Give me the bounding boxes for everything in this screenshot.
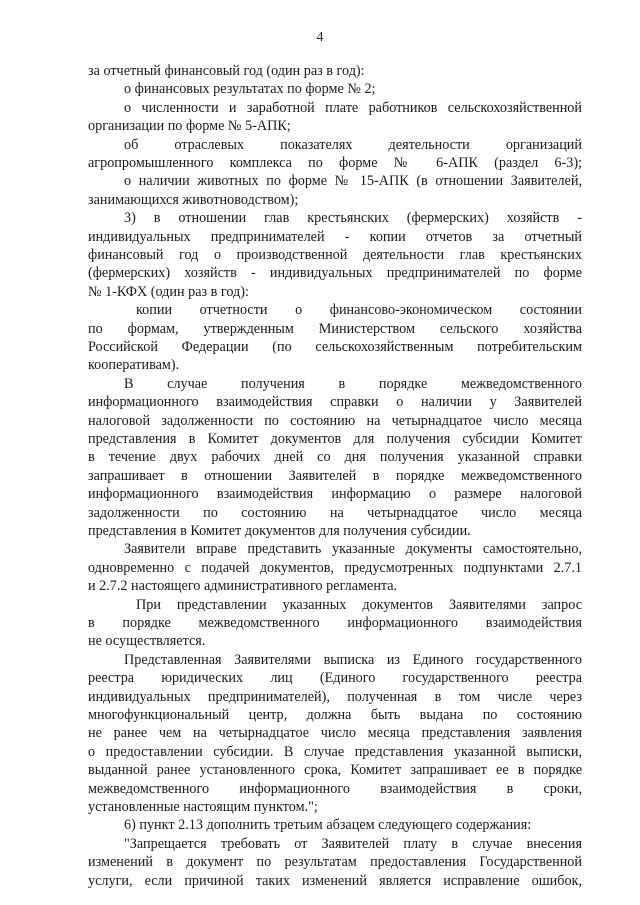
text-line: и 2.7.2 настоящего административного регламента. [88, 578, 398, 595]
text-line: установленные настоящим пунктом."; [88, 799, 318, 815]
text-line: многофункциональный центр, должна быть выдана по состоянию [88, 707, 582, 723]
text-line: Представленная Заявителями выписка из Единого государственного [124, 651, 582, 668]
text-line: представления в Комитет документов для получения субсидии Комитет [88, 431, 582, 447]
text-line: агропромышленного комплекса по форме № 6-АПК (раздел 6-3); [88, 155, 582, 171]
text-line: занимающихся животноводством); [88, 191, 299, 208]
text-line: индивидуальных предпринимателей), полученная в том числе через [88, 688, 582, 705]
text-line: по формам, утвержденным Министерством сельского хозяйства [88, 320, 582, 337]
text-line: При представлении указанных документов Заявителями запрос [136, 596, 582, 613]
text-line: о численности и заработной плате работников сельскохозяйственной [124, 99, 582, 116]
text-line: индивидуальных предпринимателей - копии отчетов за отчетный [88, 228, 582, 245]
text-line: о наличии животных по форме № 15-АПК (в отношении Заявителей, [124, 173, 582, 190]
text-line: организации по форме № 5-АПК; [88, 118, 291, 135]
text-line: выданной ранее установленного срока, Комитет запрашивает ее в порядке [88, 762, 582, 779]
text-line: реестра юридических лиц (Единого государственного реестра [88, 670, 582, 687]
text-line: "Запрещается требовать от Заявителей плату в случае внесения [124, 835, 582, 852]
text-line: информационного взаимодействия информацию о размере налоговой [88, 486, 582, 503]
page-number: 4 [316, 30, 324, 45]
text-line: № 1-КФХ (один раз в год): [88, 283, 249, 300]
text-line: задолженности по состоянию на четырнадцатое число месяца [88, 504, 582, 521]
text-line: изменений в документ по результатам предоставления Государственной [88, 854, 582, 871]
text-line: в порядке межведомственного информационного взаимодействия [88, 615, 582, 631]
text-line: в течение двух рабочих дней со дня получения указанной справки [88, 449, 582, 466]
text-line: одновременно с подачей документов, предусмотренных подпунктами 2.7.1 [88, 559, 582, 576]
text-line: услуги, если причиной таких изменений является исправление ошибок, [88, 872, 582, 889]
text-line: Российской Федерации (по сельскохозяйственным потребительским [88, 339, 582, 355]
text-line: финансовый год о производственной деятельности глав крестьянских [88, 247, 582, 263]
text-line: Заявители вправе представить указанные документы самостоятельно, [124, 541, 582, 558]
text-line: налоговой задолженности по состоянию на четырнадцатое число месяца [88, 412, 582, 429]
text-line: не осуществляется. [88, 633, 206, 650]
text-line: о предоставлении субсидии. В случае представления указанной выписки, [88, 743, 582, 760]
text-line: о финансовых результатах по форме № 2; [124, 81, 376, 98]
text-line: представления в Комитет документов для получения субсидии. [88, 523, 471, 539]
text-line: копии отчетности о финансово-экономическом состоянии [136, 302, 582, 319]
text-line: за отчетный финансовый год (один раз в год): [88, 63, 365, 79]
text-line: запрашивает в отношении Заявителей в порядке межведомственного [88, 467, 582, 484]
text-line: межведомственного информационного взаимодействия в сроки, [88, 780, 582, 797]
text-line: В случае получения в порядке межведомственного [124, 375, 582, 392]
text-line: не ранее чем на четырнадцатое число месяца представления заявления [88, 725, 582, 742]
text-line: (фермерских) хозяйств - индивидуальных предпринимателей по форме [88, 265, 582, 282]
text-line: 6) пункт 2.13 дополнить третьим абзацем следующего содержания: [124, 817, 532, 834]
text-line: кооперативам). [88, 357, 180, 374]
text-line: об отраслевых показателях деятельности организаций [124, 136, 582, 153]
text-line: информационного взаимодействия справки о наличии у Заявителей [88, 394, 582, 411]
text-line: 3) в отношении глав крестьянских (фермерских) хозяйств - [124, 210, 582, 227]
